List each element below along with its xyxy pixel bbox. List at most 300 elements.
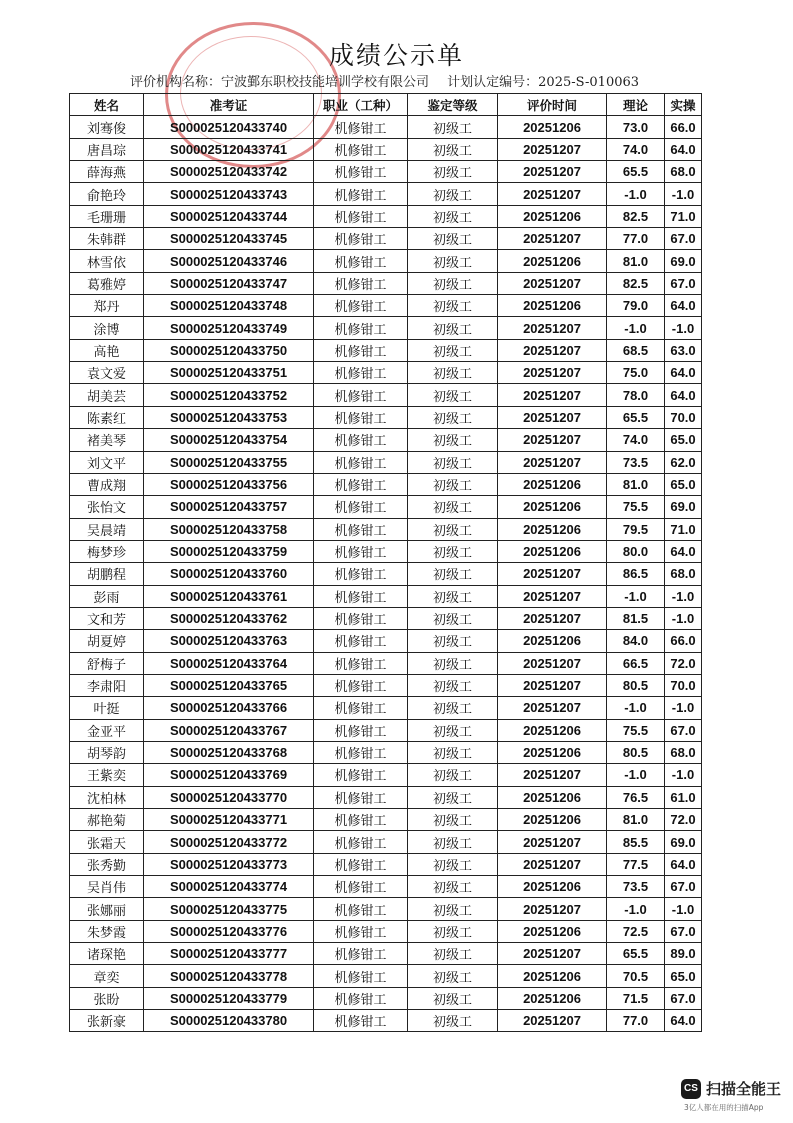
- table-row: [70, 920, 702, 942]
- cell-date: 20251207: [498, 853, 607, 875]
- cell-practice-score: 67.0: [665, 719, 702, 741]
- cell-practice-score: 72.0: [665, 809, 702, 831]
- cell-practice-score: 67.0: [665, 920, 702, 942]
- cell-name: 褚美琴: [70, 429, 144, 451]
- cell-date: 20251206: [498, 719, 607, 741]
- cell-practice-score: 67.0: [665, 228, 702, 250]
- cell-job: 机修钳工: [314, 473, 408, 495]
- cell-name: 俞艳玲: [70, 183, 144, 205]
- cell-practice-score: 68.0: [665, 161, 702, 183]
- cell-practice-score: 67.0: [665, 987, 702, 1009]
- cell-exam-id: S000025120433741: [144, 138, 314, 160]
- table-row: [70, 295, 702, 317]
- cell-level: 初级工: [408, 630, 498, 652]
- cell-theory-score: 78.0: [607, 384, 665, 406]
- cell-name: 金亚平: [70, 719, 144, 741]
- cell-job: 机修钳工: [314, 987, 408, 1009]
- cell-name: 陈素红: [70, 406, 144, 428]
- cell-date: 20251207: [498, 764, 607, 786]
- table-row: [70, 138, 702, 160]
- cell-exam-id: S000025120433746: [144, 250, 314, 272]
- cell-job: 机修钳工: [314, 362, 408, 384]
- cell-theory-score: 85.5: [607, 831, 665, 853]
- cell-name: 张盼: [70, 987, 144, 1009]
- cell-name: 张娜丽: [70, 898, 144, 920]
- cell-theory-score: 82.5: [607, 272, 665, 294]
- cell-exam-id: S000025120433773: [144, 853, 314, 875]
- cell-exam-id: S000025120433775: [144, 898, 314, 920]
- cell-theory-score: -1.0: [607, 697, 665, 719]
- cell-name: 叶挺: [70, 697, 144, 719]
- cell-level: 初级工: [408, 540, 498, 562]
- cell-level: 初级工: [408, 741, 498, 763]
- page-title: 成绩公示单: [328, 41, 464, 70]
- cell-name: 袁文爱: [70, 362, 144, 384]
- cell-date: 20251206: [498, 876, 607, 898]
- cell-level: 初级工: [408, 339, 498, 361]
- cell-exam-id: S000025120433743: [144, 183, 314, 205]
- cell-exam-id: S000025120433742: [144, 161, 314, 183]
- cell-job: 机修钳工: [314, 876, 408, 898]
- cell-job: 机修钳工: [314, 451, 408, 473]
- table-row: [70, 272, 702, 294]
- table-row: [70, 697, 702, 719]
- cell-theory-score: 76.5: [607, 786, 665, 808]
- cell-name: 梅梦珍: [70, 540, 144, 562]
- cell-practice-score: 66.0: [665, 116, 702, 138]
- cell-exam-id: S000025120433767: [144, 719, 314, 741]
- cell-exam-id: S000025120433776: [144, 920, 314, 942]
- cell-theory-score: 65.5: [607, 161, 665, 183]
- cell-theory-score: 86.5: [607, 563, 665, 585]
- table-row: [70, 518, 702, 540]
- cell-level: 初级工: [408, 116, 498, 138]
- grades-table: [69, 93, 702, 1032]
- cell-job: 机修钳工: [314, 339, 408, 361]
- table-row: [70, 183, 702, 205]
- cell-job: 机修钳工: [314, 518, 408, 540]
- col-header-id: 准考证: [144, 94, 314, 116]
- cell-practice-score: 69.0: [665, 496, 702, 518]
- cell-level: 初级工: [408, 451, 498, 473]
- cell-theory-score: 73.5: [607, 876, 665, 898]
- cell-level: 初级工: [408, 228, 498, 250]
- cell-job: 机修钳工: [314, 853, 408, 875]
- cell-theory-score: -1.0: [607, 317, 665, 339]
- cell-date: 20251207: [498, 362, 607, 384]
- cell-date: 20251207: [498, 563, 607, 585]
- cell-practice-score: -1.0: [665, 764, 702, 786]
- cell-date: 20251207: [498, 183, 607, 205]
- cell-exam-id: S000025120433760: [144, 563, 314, 585]
- cell-level: 初级工: [408, 831, 498, 853]
- cell-practice-score: 61.0: [665, 786, 702, 808]
- cell-job: 机修钳工: [314, 116, 408, 138]
- cell-practice-score: -1.0: [665, 585, 702, 607]
- cell-job: 机修钳工: [314, 429, 408, 451]
- cell-job: 机修钳工: [314, 138, 408, 160]
- cell-theory-score: 77.5: [607, 853, 665, 875]
- cell-name: 胡琴韵: [70, 741, 144, 763]
- cell-name: 胡美芸: [70, 384, 144, 406]
- cell-exam-id: S000025120433780: [144, 1010, 314, 1032]
- cell-theory-score: 79.0: [607, 295, 665, 317]
- cell-practice-score: 68.0: [665, 741, 702, 763]
- cell-theory-score: 75.5: [607, 496, 665, 518]
- table-row: [70, 876, 702, 898]
- cell-level: 初级工: [408, 920, 498, 942]
- cell-name: 文和芳: [70, 607, 144, 629]
- cell-name: 高艳: [70, 339, 144, 361]
- cell-theory-score: 77.0: [607, 1010, 665, 1032]
- cell-date: 20251207: [498, 674, 607, 696]
- cell-practice-score: 63.0: [665, 339, 702, 361]
- cell-date: 20251206: [498, 987, 607, 1009]
- table-row: [70, 362, 702, 384]
- table-row: [70, 674, 702, 696]
- cell-theory-score: 71.5: [607, 987, 665, 1009]
- cell-job: 机修钳工: [314, 272, 408, 294]
- cell-date: 20251207: [498, 898, 607, 920]
- cell-job: 机修钳工: [314, 719, 408, 741]
- cell-job: 机修钳工: [314, 607, 408, 629]
- cell-exam-id: S000025120433777: [144, 943, 314, 965]
- cell-level: 初级工: [408, 161, 498, 183]
- cell-name: 张霜天: [70, 831, 144, 853]
- cell-level: 初级工: [408, 876, 498, 898]
- cell-job: 机修钳工: [314, 540, 408, 562]
- scanner-tagline: 3亿人都在用的扫描App: [684, 1103, 764, 1112]
- cell-date: 20251207: [498, 831, 607, 853]
- cell-theory-score: 75.5: [607, 719, 665, 741]
- cell-practice-score: 70.0: [665, 406, 702, 428]
- cell-level: 初级工: [408, 652, 498, 674]
- cell-exam-id: S000025120433768: [144, 741, 314, 763]
- cell-job: 机修钳工: [314, 898, 408, 920]
- cell-theory-score: 75.0: [607, 362, 665, 384]
- cell-exam-id: S000025120433756: [144, 473, 314, 495]
- cell-date: 20251207: [498, 406, 607, 428]
- cell-name: 沈柏林: [70, 786, 144, 808]
- cell-theory-score: 81.0: [607, 809, 665, 831]
- cell-date: 20251207: [498, 607, 607, 629]
- cell-exam-id: S000025120433758: [144, 518, 314, 540]
- cell-theory-score: 81.0: [607, 473, 665, 495]
- cell-exam-id: S000025120433745: [144, 228, 314, 250]
- table-row: [70, 451, 702, 473]
- cell-name: 吴晨靖: [70, 518, 144, 540]
- cell-theory-score: 79.5: [607, 518, 665, 540]
- cell-name: 胡夏婷: [70, 630, 144, 652]
- cell-job: 机修钳工: [314, 317, 408, 339]
- cell-level: 初级工: [408, 674, 498, 696]
- cell-job: 机修钳工: [314, 563, 408, 585]
- cell-date: 20251207: [498, 451, 607, 473]
- cell-exam-id: S000025120433757: [144, 496, 314, 518]
- cell-level: 初级工: [408, 1010, 498, 1032]
- cell-practice-score: 66.0: [665, 630, 702, 652]
- cell-name: 李肃阳: [70, 674, 144, 696]
- cell-theory-score: -1.0: [607, 898, 665, 920]
- cell-practice-score: -1.0: [665, 607, 702, 629]
- table-row: [70, 540, 702, 562]
- cell-level: 初级工: [408, 853, 498, 875]
- col-header-theory: 理论: [607, 94, 665, 116]
- cell-practice-score: 64.0: [665, 138, 702, 160]
- cell-date: 20251206: [498, 920, 607, 942]
- cell-job: 机修钳工: [314, 295, 408, 317]
- cell-level: 初级工: [408, 362, 498, 384]
- cell-date: 20251206: [498, 518, 607, 540]
- cell-name: 张新豪: [70, 1010, 144, 1032]
- cell-practice-score: -1.0: [665, 317, 702, 339]
- cell-exam-id: S000025120433766: [144, 697, 314, 719]
- table-row: [70, 563, 702, 585]
- cell-job: 机修钳工: [314, 585, 408, 607]
- table-row: [70, 585, 702, 607]
- cell-exam-id: S000025120433765: [144, 674, 314, 696]
- cell-name: 张秀勤: [70, 853, 144, 875]
- cell-exam-id: S000025120433770: [144, 786, 314, 808]
- table-row: [70, 652, 702, 674]
- cell-practice-score: 65.0: [665, 429, 702, 451]
- cell-level: 初级工: [408, 250, 498, 272]
- cell-date: 20251207: [498, 429, 607, 451]
- cell-practice-score: 72.0: [665, 652, 702, 674]
- table-row: [70, 317, 702, 339]
- cell-level: 初级工: [408, 786, 498, 808]
- cell-level: 初级工: [408, 607, 498, 629]
- cell-level: 初级工: [408, 764, 498, 786]
- cell-exam-id: S000025120433751: [144, 362, 314, 384]
- cell-name: 刘文平: [70, 451, 144, 473]
- cell-practice-score: 64.0: [665, 295, 702, 317]
- cell-level: 初级工: [408, 384, 498, 406]
- table-row: [70, 429, 702, 451]
- cell-practice-score: 64.0: [665, 853, 702, 875]
- cell-theory-score: 65.5: [607, 943, 665, 965]
- table-row: [70, 339, 702, 361]
- cell-name: 郝艳菊: [70, 809, 144, 831]
- cell-exam-id: S000025120433740: [144, 116, 314, 138]
- table-row: [70, 496, 702, 518]
- cell-exam-id: S000025120433755: [144, 451, 314, 473]
- cell-name: 唐昌琮: [70, 138, 144, 160]
- cell-practice-score: 65.0: [665, 473, 702, 495]
- cell-exam-id: S000025120433769: [144, 764, 314, 786]
- cell-level: 初级工: [408, 809, 498, 831]
- col-header-level: 鉴定等级: [408, 94, 498, 116]
- cell-job: 机修钳工: [314, 920, 408, 942]
- cell-date: 20251206: [498, 809, 607, 831]
- cell-name: 舒梅子: [70, 652, 144, 674]
- cell-theory-score: 80.0: [607, 540, 665, 562]
- cell-job: 机修钳工: [314, 965, 408, 987]
- table-row: [70, 719, 702, 741]
- cell-exam-id: S000025120433753: [144, 406, 314, 428]
- cell-date: 20251206: [498, 540, 607, 562]
- cell-name: 曹成翔: [70, 473, 144, 495]
- cell-name: 章奕: [70, 965, 144, 987]
- cell-exam-id: S000025120433748: [144, 295, 314, 317]
- cell-exam-id: S000025120433749: [144, 317, 314, 339]
- camscanner-logo-icon: CS: [681, 1079, 701, 1099]
- cell-theory-score: 80.5: [607, 674, 665, 696]
- cell-theory-score: 84.0: [607, 630, 665, 652]
- table-row: [70, 205, 702, 227]
- cell-practice-score: 71.0: [665, 205, 702, 227]
- cell-job: 机修钳工: [314, 250, 408, 272]
- cell-job: 机修钳工: [314, 406, 408, 428]
- cell-date: 20251207: [498, 138, 607, 160]
- cell-exam-id: S000025120433772: [144, 831, 314, 853]
- cell-level: 初级工: [408, 563, 498, 585]
- cell-name: 张怡文: [70, 496, 144, 518]
- cell-job: 机修钳工: [314, 1010, 408, 1032]
- table-row: [70, 473, 702, 495]
- cell-date: 20251207: [498, 228, 607, 250]
- cell-level: 初级工: [408, 429, 498, 451]
- cell-name: 刘骞俊: [70, 116, 144, 138]
- cell-date: 20251206: [498, 496, 607, 518]
- cell-exam-id: S000025120433754: [144, 429, 314, 451]
- cell-theory-score: 66.5: [607, 652, 665, 674]
- cell-date: 20251206: [498, 630, 607, 652]
- cell-practice-score: 69.0: [665, 831, 702, 853]
- cell-job: 机修钳工: [314, 809, 408, 831]
- cell-job: 机修钳工: [314, 674, 408, 696]
- table-row: [70, 786, 702, 808]
- cell-level: 初级工: [408, 473, 498, 495]
- cell-theory-score: 81.0: [607, 250, 665, 272]
- cell-practice-score: -1.0: [665, 183, 702, 205]
- cell-level: 初级工: [408, 317, 498, 339]
- cell-exam-id: S000025120433779: [144, 987, 314, 1009]
- cell-name: 林雪依: [70, 250, 144, 272]
- cell-level: 初级工: [408, 138, 498, 160]
- cell-practice-score: 64.0: [665, 1010, 702, 1032]
- cell-date: 20251206: [498, 250, 607, 272]
- cell-job: 机修钳工: [314, 943, 408, 965]
- cell-date: 20251207: [498, 697, 607, 719]
- grades-table-body: [70, 116, 702, 1032]
- cell-job: 机修钳工: [314, 496, 408, 518]
- cell-job: 机修钳工: [314, 741, 408, 763]
- cell-theory-score: 65.5: [607, 406, 665, 428]
- cell-exam-id: S000025120433762: [144, 607, 314, 629]
- col-header-name: 姓名: [70, 94, 144, 116]
- cell-exam-id: S000025120433747: [144, 272, 314, 294]
- cell-date: 20251207: [498, 161, 607, 183]
- cell-name: 郑丹: [70, 295, 144, 317]
- cell-level: 初级工: [408, 719, 498, 741]
- cell-theory-score: -1.0: [607, 183, 665, 205]
- cell-practice-score: 67.0: [665, 272, 702, 294]
- cell-date: 20251206: [498, 295, 607, 317]
- table-row: [70, 384, 702, 406]
- cell-job: 机修钳工: [314, 384, 408, 406]
- cell-practice-score: 89.0: [665, 943, 702, 965]
- cell-date: 20251207: [498, 317, 607, 339]
- cell-name: 诸琛艳: [70, 943, 144, 965]
- cell-practice-score: -1.0: [665, 697, 702, 719]
- table-row: [70, 764, 702, 786]
- cell-practice-score: 62.0: [665, 451, 702, 473]
- cell-name: 毛珊珊: [70, 205, 144, 227]
- cell-name: 朱韩群: [70, 228, 144, 250]
- cell-practice-score: 70.0: [665, 674, 702, 696]
- org-label: 评价机构名称：宁波鄞东职校技能培训学校有限公司: [130, 75, 430, 90]
- cell-level: 初级工: [408, 697, 498, 719]
- cell-date: 20251207: [498, 1010, 607, 1032]
- cell-date: 20251206: [498, 741, 607, 763]
- cell-practice-score: 64.0: [665, 362, 702, 384]
- cell-practice-score: 65.0: [665, 965, 702, 987]
- cell-exam-id: S000025120433744: [144, 205, 314, 227]
- cell-theory-score: 73.0: [607, 116, 665, 138]
- cell-job: 机修钳工: [314, 652, 408, 674]
- cell-level: 初级工: [408, 205, 498, 227]
- cell-job: 机修钳工: [314, 831, 408, 853]
- cell-exam-id: S000025120433750: [144, 339, 314, 361]
- table-row: [70, 965, 702, 987]
- cell-date: 20251207: [498, 339, 607, 361]
- table-row: [70, 161, 702, 183]
- cell-level: 初级工: [408, 183, 498, 205]
- table-row: [70, 943, 702, 965]
- cell-exam-id: S000025120433763: [144, 630, 314, 652]
- cell-exam-id: S000025120433759: [144, 540, 314, 562]
- cell-level: 初级工: [408, 496, 498, 518]
- col-header-practice: 实操: [665, 94, 702, 116]
- table-row: [70, 630, 702, 652]
- scanner-brand-name: 扫描全能王: [706, 1080, 782, 1098]
- cell-theory-score: 70.5: [607, 965, 665, 987]
- table-row: [70, 250, 702, 272]
- cell-theory-score: -1.0: [607, 764, 665, 786]
- cell-job: 机修钳工: [314, 697, 408, 719]
- cell-name: 王紫奕: [70, 764, 144, 786]
- col-header-job: 职业（工种）: [314, 94, 408, 116]
- cell-theory-score: 77.0: [607, 228, 665, 250]
- cell-theory-score: 68.5: [607, 339, 665, 361]
- cell-date: 20251206: [498, 965, 607, 987]
- cell-job: 机修钳工: [314, 183, 408, 205]
- cell-level: 初级工: [408, 406, 498, 428]
- cell-practice-score: 64.0: [665, 540, 702, 562]
- col-header-date: 评价时间: [498, 94, 607, 116]
- cell-theory-score: 72.5: [607, 920, 665, 942]
- cell-job: 机修钳工: [314, 205, 408, 227]
- document-subtitle: [130, 71, 653, 90]
- cell-name: 胡鹏程: [70, 563, 144, 585]
- table-row: [70, 741, 702, 763]
- cell-name: 葛雅婷: [70, 272, 144, 294]
- cell-exam-id: S000025120433761: [144, 585, 314, 607]
- cell-date: 20251207: [498, 652, 607, 674]
- table-row: [70, 853, 702, 875]
- table-row: [70, 987, 702, 1009]
- table-row: [70, 898, 702, 920]
- cell-name: 薛海燕: [70, 161, 144, 183]
- cell-practice-score: 64.0: [665, 384, 702, 406]
- cell-level: 初级工: [408, 585, 498, 607]
- cell-level: 初级工: [408, 295, 498, 317]
- table-row: [70, 831, 702, 853]
- table-row: [70, 607, 702, 629]
- cell-level: 初级工: [408, 943, 498, 965]
- cell-theory-score: 74.0: [607, 429, 665, 451]
